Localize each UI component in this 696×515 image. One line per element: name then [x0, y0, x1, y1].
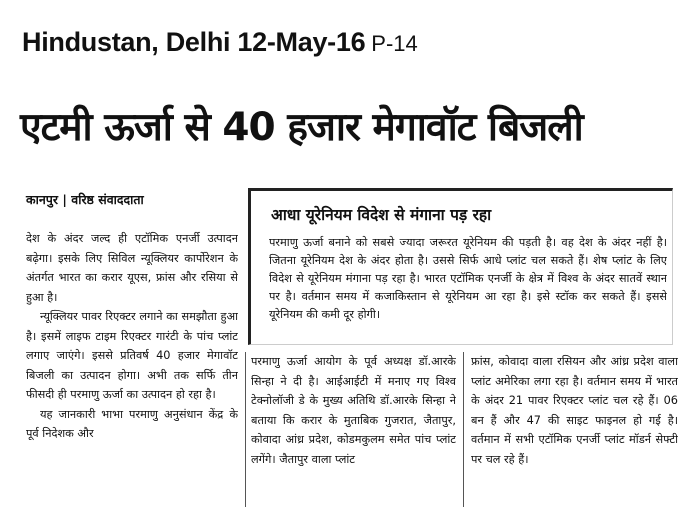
paragraph: न्यूक्लियर पावर रिएक्टर लगाने का समझौता हुआ है। इसमें लाइफ टाइम रिएक्टर गारंटी के पांच प्लांट लगाए जाएंगे। इससे प्रतिवर्ष 40 हजार मेगावॉट बिजली का उत्पादन होगा। अभी तक सर्फि तीन फीसदी ही परमाणु ऊर्जा का उत्पादन हो रहा है। — [26, 310, 238, 401]
masthead — [22, 27, 418, 58]
paragraph: देश के अंदर जल्द ही एटॉमिक एनर्जी उत्पादन बढ़ेगा। इसके लिए सिविल न्यूक्लियर कार्पोरेशन के अंतर्गत भारत का करार यूएस, फ्रांस और रसिया से हुआ है। — [26, 232, 238, 304]
sidebar-box-title: आधा यूरेनियम विदेश से मंगाना पड़ रहा — [271, 206, 492, 224]
article-column-1 — [26, 229, 238, 509]
article-column-2: परमाणु ऊर्जा आयोग के पूर्व अध्यक्ष डॉ.आरके सिन्हा ने दी है। आईआईटी में मनाए गए विश्व टेक्नोलॉजी डे के मुख्य अतिथि डॉ.आरके सिन्हा ने बताया कि करार के मुताबिक गुजरात, जैतापुर, कोवादा आंध्र प्रदेश, कोडमकुलम समेत पांच प्लांट लगेंगे। जैतापुर वाला प्लांट — [251, 355, 456, 466]
byline: कानपुर | वरिष्ठ संवाददाता — [26, 192, 144, 207]
sidebar-box — [248, 188, 673, 345]
sidebar-box-body: परमाणु ऊर्जा बनाने को सबसे ज्यादा जरूरत यूरेनियम की पड़ती है। वह देश के अंदर नहीं है। जितना यूरेनियम देश के अंदर होता है। उससे सिर्फ आधे प्लांट चल सकते हैं। शेष प्लांट के लिए विदेश से यूरेनियम मंगाना पड़ रहा है। भारत एटॉमिक एनर्जी के क्षेत्र में विश्व के अंदर सातवें स्थान पर है। वर्तमान समय में कजाकिस्तान से यूरेनियम आ रहा है। इसे स्टॉक कर सकते हैं। इससे यूरेनियम की कमी दूर होगी। — [269, 236, 667, 321]
article-column-3: फ्रांस, कोवादा वाला रसियन और आंध्र प्रदेश वाला प्लांट अमेरिका लगा रहा है। वर्तमान समय में भारत के अंदर 21 पावर रिएक्टर प्लांट चल रहे हैं। 06 बन हैं और 47 की साइट फाइनल हो गई है। वर्तमान में सभी एटॉमिक एनर्जी प्लांट मॉडर्न सेफ्टी पर चल रहे हैं। — [471, 355, 678, 466]
headline: एटमी ऊर्जा से 40 हजार मेगावॉट बिजली — [20, 105, 583, 150]
paragraph: यह जानकारी भाभा परमाणु अनुसंधान केंद्र के पूर्व निदेशक और — [26, 407, 238, 440]
column-divider — [463, 352, 464, 507]
masthead-source: Hindustan, Delhi 12-May-16 — [22, 27, 366, 57]
column-divider — [245, 352, 246, 507]
masthead-page: P-14 — [371, 31, 418, 56]
